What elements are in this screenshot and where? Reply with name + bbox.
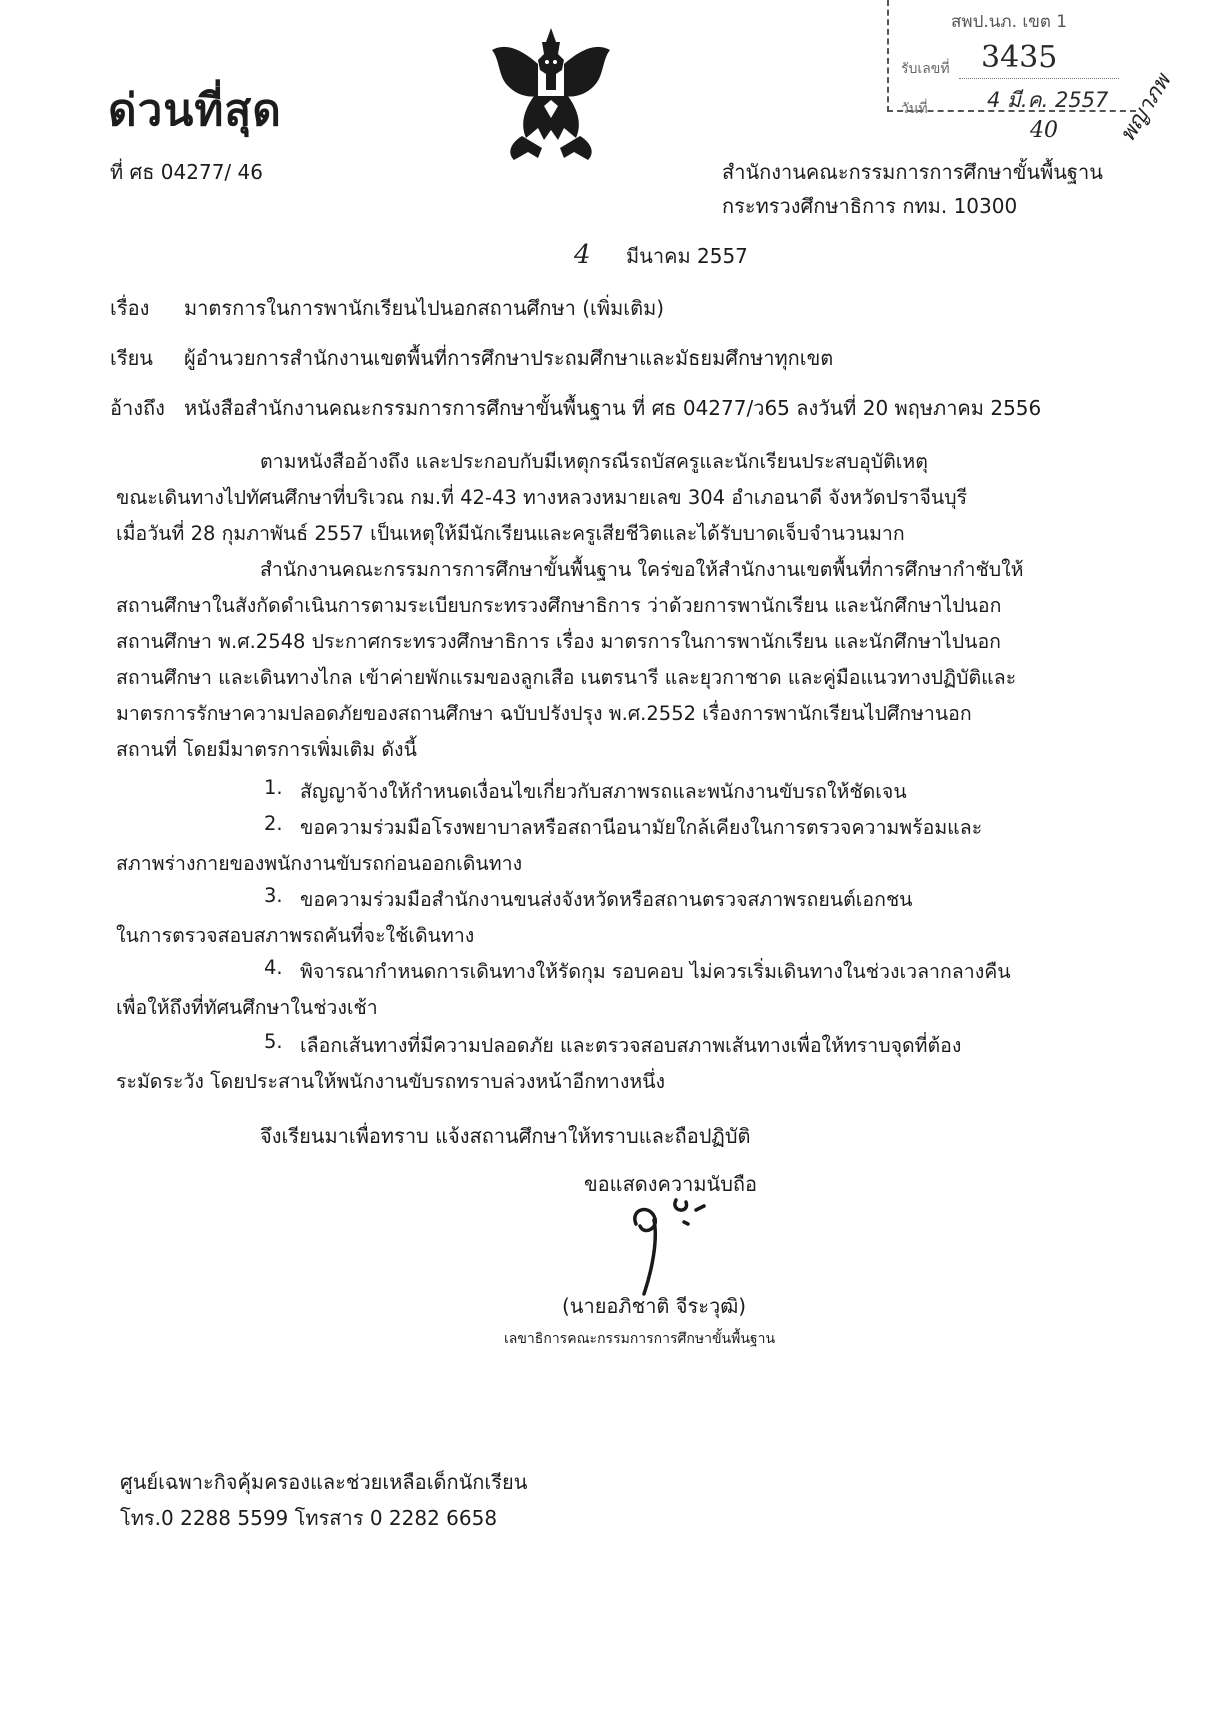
measure-text: เลือกเส้นทางที่มีความปลอดภัย และตรวจสอบสภาพเส้นทางเพื่อให้ทราบจุดที่ต้อง bbox=[300, 1034, 962, 1057]
receive-stamp bbox=[887, 0, 1136, 117]
measure-number: 4. bbox=[264, 956, 283, 979]
stamp-date-label: วันที่ bbox=[901, 101, 928, 117]
regards-text: ขอแสดงความนับถือ bbox=[584, 1172, 758, 1196]
addressee-label: เรียน bbox=[110, 346, 153, 370]
measure-text-continued: ระมัดระวัง โดยประสานให้พนักงานขับรถทราบล่วงหน้าอีกทางหนึ่ง bbox=[116, 1070, 666, 1093]
paragraph-2-line: สถานศึกษาในสังกัดดำเนินการตามระเบียบกระทรวงศึกษาธิการ ว่าด้วยการพานักเรียน และนักศึกษาไปนอก bbox=[116, 594, 1002, 617]
stamp-receive-label: รับเลขที่ bbox=[901, 61, 950, 77]
measure-number: 1. bbox=[264, 776, 283, 799]
measure-number: 3. bbox=[264, 884, 283, 907]
measure-text: พิจารณากำหนดการเดินทางให้รัดกุม รอบคอบ ไม่ควรเริ่มเดินทางในช่วงเวลากลางคืน bbox=[300, 960, 1011, 983]
org-address: กระทรวงศึกษาธิการ กทม. 10300 bbox=[722, 194, 1018, 218]
urgency-heading: ด่วนที่สุด bbox=[108, 85, 282, 136]
paragraph-2-line: สถานที่ โดยมีมาตรการเพิ่มเติม ดังนี้ bbox=[116, 738, 417, 761]
paragraph-1-line: ตามหนังสืออ้างถึง และประกอบกับมีเหตุกรณีรถบัสครูและนักเรียนประสบอุบัติเหตุ bbox=[260, 450, 928, 473]
closing-line: จึงเรียนมาเพื่อทราบ แจ้งสถานศึกษาให้ทราบและถือปฏิบัติ bbox=[260, 1124, 751, 1148]
subject-label: เรื่อง bbox=[110, 296, 150, 320]
measure-text: ขอความร่วมมือโรงพยาบาลหรือสถานีอนามัยใกล้เคียงในการตรวจความพร้อมและ bbox=[300, 816, 983, 839]
paragraph-1-line: เมื่อวันที่ 28 กุมภาพันธ์ 2557 เป็นเหตุให้มีนักเรียนและครูเสียชีวิตและได้รับบาดเจ็บจำนวนมาก bbox=[116, 522, 905, 545]
footer-unit: ศูนย์เฉพาะกิจคุ้มครองและช่วยเหลือเด็กนักเรียน bbox=[120, 1470, 528, 1494]
subject-text: มาตรการในการพานักเรียนไปนอกสถานศึกษา (เพิ่มเติม) bbox=[184, 296, 665, 320]
paragraph-2-line: สถานศึกษา พ.ศ.2548 ประกาศกระทรวงศึกษาธิการ เรื่อง มาตรการในการพานักเรียน และนักศึกษาไปนอก bbox=[116, 630, 1001, 653]
signatory-title: เลขาธิการคณะกรรมการการศึกษาขั้นพื้นฐาน bbox=[504, 1331, 776, 1347]
measure-text-continued: ในการตรวจสอบสภาพรถคันที่จะใช้เดินทาง bbox=[116, 924, 475, 947]
stamp-office: สพป.นภ. เขต 1 bbox=[951, 12, 1068, 32]
garuda-emblem-icon bbox=[486, 20, 616, 170]
paragraph-1-line: ขณะเดินทางไปทัศนศึกษาที่บริเวณ กม.ที่ 42-43 ทางหลวงหมายเลข 304 อำเภอนาดี จังหวัดปราจีนบุรี bbox=[116, 486, 968, 509]
measure-text: ขอความร่วมมือสำนักงานขนส่งจังหวัดหรือสถานตรวจสภาพรถยนต์เอกชน bbox=[300, 888, 913, 911]
measure-number: 2. bbox=[264, 812, 283, 835]
stamp-receive-number: 3435 bbox=[981, 40, 1058, 75]
measure-text: สัญญาจ้างให้กำหนดเงื่อนไขเกี่ยวกับสภาพรถและพนักงานขับรถให้ชัดเจน bbox=[300, 780, 907, 803]
paragraph-2-line: สำนักงานคณะกรรมการการศึกษาขั้นพื้นฐาน ใคร่ขอให้สำนักงานเขตพื้นที่การศึกษากำชับให้ bbox=[260, 558, 1024, 581]
reference-text: หนังสือสำนักงานคณะกรรมการการศึกษาขั้นพื้นฐาน ที่ ศธ 04277/ว65 ลงวันที่ 20 พฤษภาคม 2556 bbox=[184, 396, 1042, 420]
signature-handwritten-icon bbox=[600, 1190, 740, 1300]
stamp-time-handwritten: 40 bbox=[1030, 118, 1058, 143]
paragraph-2-line: สถานศึกษา และเดินทางไกล เข้าค่ายพักแรมของลูกเสือ เนตรนารี และยุวกาชาด และคู่มือแนวทางปฏิบัติและ bbox=[116, 666, 1017, 689]
date-day-handwritten: 4 bbox=[574, 240, 591, 270]
measure-text-continued: สภาพร่างกายของพนักงานขับรถก่อนออกเดินทาง bbox=[116, 852, 523, 875]
org-name: สำนักงานคณะกรรมการการศึกษาขั้นพื้นฐาน bbox=[722, 160, 1103, 184]
paragraph-2-line: มาตรการรักษาความปลอดภัยของสถานศึกษา ฉบับปรังปรุง พ.ศ.2552 เรื่องการพานักเรียนไปศึกษานอก bbox=[116, 702, 972, 725]
measure-text-continued: เพื่อให้ถึงที่ทัศนศึกษาในช่วงเช้า bbox=[116, 996, 378, 1019]
reference-label: อ้างถึง bbox=[110, 396, 165, 420]
measure-number: 5. bbox=[264, 1030, 283, 1053]
stamp-date-value: 4 มี.ค. 2557 bbox=[987, 88, 1109, 112]
footer-contact: โทร.0 2288 5599 โทรสาร 0 2282 6658 bbox=[120, 1506, 498, 1530]
date-month-year: มีนาคม 2557 bbox=[626, 244, 748, 268]
addressee-text: ผู้อำนวยการสำนักงานเขตพื้นที่การศึกษาประถมศึกษาและมัธยมศึกษาทุกเขต bbox=[184, 346, 834, 370]
document-number: ที่ ศธ 04277/ 46 bbox=[110, 160, 263, 184]
signatory-name: (นายอภิชาติ จีระวุฒิ) bbox=[562, 1294, 747, 1318]
margin-note-handwritten: พญาภพ bbox=[1115, 69, 1176, 147]
